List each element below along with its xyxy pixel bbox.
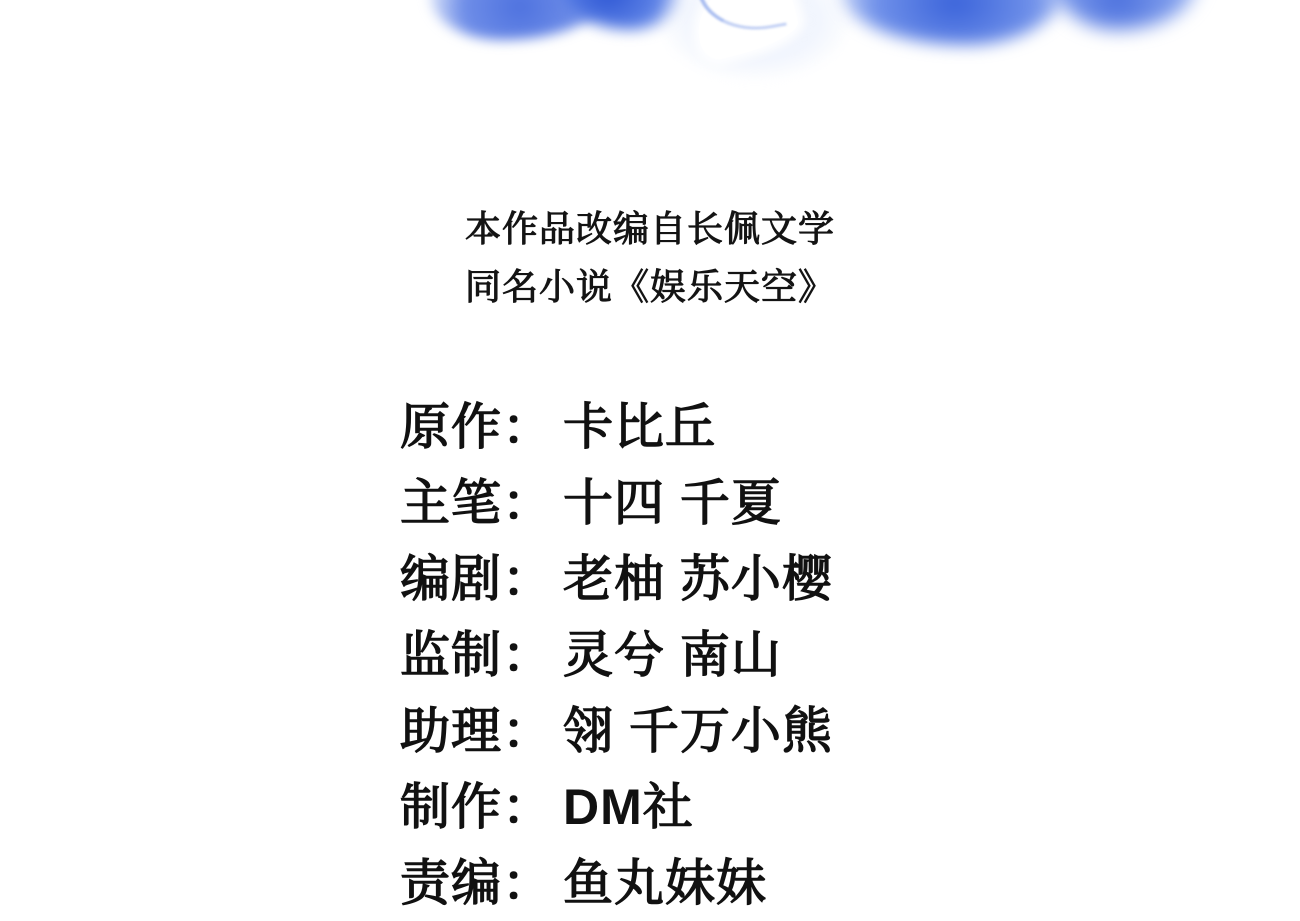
staff-row [400, 769, 1300, 845]
staff-role-label: 监制 [400, 626, 502, 683]
source-line-2: 同名小说《娱乐天空》 [464, 266, 835, 308]
staff-role-label: 助理 [400, 702, 502, 759]
white-petal-shape-icon [688, 0, 802, 63]
staff-separator: ： [502, 550, 553, 607]
staff-row [400, 541, 1300, 617]
staff-separator: ： [502, 702, 553, 759]
staff-separator: ： [502, 626, 553, 683]
staff-name-value: 灵兮 南山 [563, 626, 782, 683]
staff-row [400, 465, 1300, 541]
blue-blur-shape-icon [1050, 0, 1200, 30]
staff-name-value: 翎 千万小熊 [563, 702, 833, 759]
staff-row [400, 693, 1300, 769]
staff-role-label: 编剧 [400, 550, 502, 607]
staff-role-label: 主笔 [400, 474, 502, 531]
petal-outline-icon [695, 0, 786, 40]
blue-blur-shape-icon [430, 0, 610, 40]
staff-name-value: 十四 千夏 [563, 474, 782, 531]
staff-row [400, 845, 1300, 921]
staff-separator: ： [502, 778, 553, 835]
staff-name-value: DM社 [563, 778, 694, 835]
source-attribution [0, 200, 1300, 317]
staff-separator: ： [502, 474, 553, 531]
staff-role-label: 原作 [400, 398, 502, 455]
staff-role-label: 制作 [400, 778, 502, 835]
staff-role-label: 责编 [400, 854, 502, 911]
staff-row [400, 617, 1300, 693]
credits-section [0, 200, 1300, 921]
staff-credits-list [0, 389, 1300, 921]
staff-name-value: 老柚 苏小樱 [563, 550, 833, 607]
source-line-1: 本作品改编自长佩文学 [464, 208, 835, 249]
blue-blur-shape-icon [560, 0, 680, 30]
staff-separator: ： [502, 398, 553, 455]
staff-name-value: 卡比丘 [563, 398, 716, 455]
staff-row [400, 389, 1300, 465]
decorative-artwork [0, 0, 1300, 120]
blue-blur-shape-icon [840, 0, 1070, 45]
staff-name-value: 鱼丸妹妹 [563, 854, 767, 911]
staff-separator: ： [502, 854, 553, 911]
petal-glow-icon [660, 0, 850, 80]
